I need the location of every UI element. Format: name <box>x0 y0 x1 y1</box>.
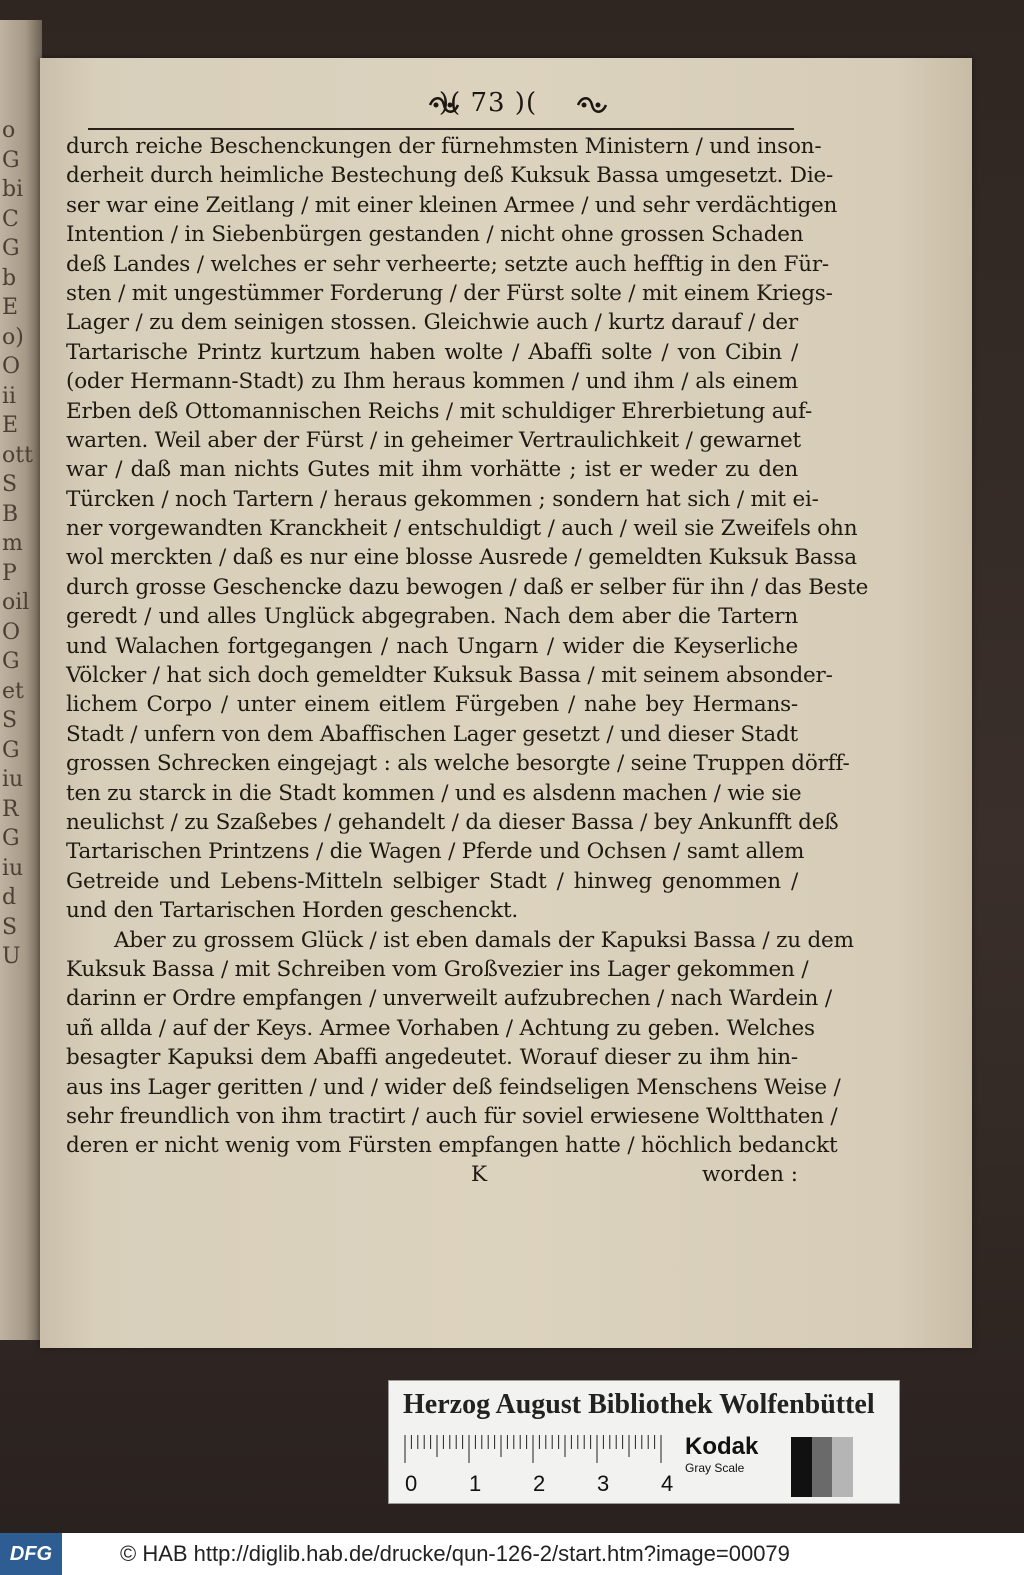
text-line: ten zu starck in die Stadt kommen / und es alsdenn machen / wie sie <box>66 780 802 806</box>
text-line: (oder Hermann-Stadt) zu Ihm heraus kommen / und ihm / als einem <box>66 369 798 395</box>
facing-page-fragment: S <box>2 914 18 940</box>
facing-page-fragment: ii <box>2 383 17 409</box>
facing-page-fragment: G <box>2 147 20 173</box>
kodak-brand: Kodak <box>685 1433 759 1460</box>
text-line: Türcken / noch Tartern / heraus gekommen ; sondern hat sich / mit ei- <box>66 486 819 512</box>
measurement-ruler <box>401 1429 674 1499</box>
ruler-label: 3 <box>597 1471 610 1496</box>
text-line: Völcker / hat sich doch gemeldter Kuksuk Bassa / mit seinem absonder- <box>66 663 833 689</box>
facing-page-fragment: E <box>2 295 19 320</box>
facing-page-fragment: O <box>2 619 21 645</box>
text-line: geredt / und alles Unglück abgegraben. Nach dem aber die Tartern <box>66 604 798 630</box>
facing-page-fragment: B <box>2 501 19 527</box>
ruler-label: 4 <box>661 1471 674 1496</box>
text-line: und Walachen fortgegangen / nach Ungarn / wider die Keyserliche <box>66 633 798 659</box>
catchword: worden : <box>701 1162 798 1187</box>
text-line: Tartarischen Printzens / die Wagen / Pferde und Ochsen / samt allem <box>66 839 805 865</box>
gray-swatch <box>791 1437 812 1497</box>
header-rule <box>88 128 794 130</box>
text-line: grossen Schrecken eingejagt : als welche besorgte / seine Truppen dörff- <box>66 751 850 777</box>
text-line: ner vorgewandten Kranckheit / entschuldigt / auch / weil sie Zweifels ohn <box>66 516 858 542</box>
text-line: aus ins Lager geritten / und / wider deß feindseligen Menschens Weise / <box>66 1074 841 1100</box>
text-line: Erben deß Ottomannischen Reichs / mit schuldiger Ehrerbietung auf- <box>66 398 813 424</box>
gray-swatch <box>812 1437 833 1497</box>
text-line: sehr freundlich von ihm tractirt / auch für soviel erwiesene Woltthaten / <box>66 1103 838 1129</box>
facing-page-fragment: U <box>2 944 21 969</box>
signature-mark: K <box>471 1162 488 1187</box>
kodak-label-block <box>685 1435 781 1475</box>
facing-page-fragment: G <box>2 236 20 261</box>
grayscale-label: Gray Scale <box>685 1461 745 1475</box>
page-footer <box>66 1162 798 1192</box>
text-line: durch reiche Beschenckungen der fürnehmsten Ministern / und inson- <box>66 134 822 159</box>
text-line: Stadt / unfern von dem Abaffischen Lager gesetzt / und dieser Stadt <box>66 721 798 747</box>
text-line: wol merckten / daß es nur eine blosse Ausrede / gemeldten Kuksuk Bassa <box>66 545 857 571</box>
facing-page-fragment: d <box>2 885 17 910</box>
text-line: ser war eine Zeitlang / mit einer kleinen Armee / und sehr verdächtigen <box>66 192 838 218</box>
facing-page-fragment: o <box>2 118 16 143</box>
facing-page-fragment: oil <box>2 590 30 615</box>
facing-page-fragment: o) <box>2 324 24 350</box>
text-line: lichem Corpo / unter einem eitlem Fürgeben / nahe bey Hermans- <box>66 692 798 718</box>
text-line: Tartarische Printz kurtzum haben wolte / Abaffi solte / von Cibin / <box>66 339 798 365</box>
facing-page-fragment: bi <box>2 177 24 202</box>
facing-page-fragment: m <box>2 531 23 556</box>
facing-page-fragment: iu <box>2 767 24 792</box>
text-line: deren er nicht wenig vom Fürsten empfangen hatte / höchlich bedanckt <box>66 1133 838 1159</box>
facing-page-fragment: S <box>2 472 18 497</box>
facing-page-fragment: P <box>2 560 17 586</box>
text-line: Intention / in Siebenbürgen gestanden / nicht ohne grossen Schaden <box>66 222 804 248</box>
facing-page-fragment: R <box>2 796 19 822</box>
text-line: durch grosse Geschencke dazu bewogen / daß er selber für ihn / das Beste <box>66 574 869 600</box>
ruler-label: 0 <box>405 1471 418 1496</box>
text-line: warten. Weil aber der Fürst / in geheimer Vertraulichkeit / gewarnet <box>66 427 801 453</box>
facing-page-edge <box>0 20 42 1340</box>
text-line: Kuksuk Bassa / mit Schreiben vom Großvezier ins Lager gekommen / <box>66 956 809 982</box>
facing-page-fragment: G <box>2 737 20 763</box>
bottom-credit-bar <box>0 1533 1024 1575</box>
page-number: )( 73 )( <box>438 88 538 118</box>
scan-reference-card <box>388 1380 900 1504</box>
page-header <box>88 88 792 132</box>
facing-page-fragment: b <box>2 265 17 291</box>
facing-page-fragment: et <box>2 678 24 704</box>
facing-page-fragment: S <box>2 708 18 733</box>
text-line: sten / mit ungestümmer Forderung / der Fürst solte / mit einem Kriegs- <box>66 280 833 306</box>
library-title: Herzog August Bibliothek Wolfenbüttel <box>403 1389 875 1420</box>
facing-page-fragment: ott <box>2 442 33 468</box>
text-line: und den Tartarischen Horden geschenckt. <box>66 898 519 924</box>
text-line: uñ allda / auf der Keys. Armee Vorhaben / Achtung zu geben. Welches <box>66 1015 815 1041</box>
ornament-right-icon <box>576 94 608 116</box>
text-line: Aber zu grossem Glück / ist eben damals der Kapuksi Bassa / zu dem <box>114 927 854 953</box>
dfg-logo: DFG <box>0 1533 62 1575</box>
text-line: Lager / zu dem seinigen stossen. Gleichwie auch / kurtz darauf / der <box>66 310 798 336</box>
ruler-label: 1 <box>469 1471 482 1496</box>
facing-page-fragment: E <box>2 413 19 438</box>
gray-swatch <box>832 1437 853 1497</box>
facing-page-fragment: iu <box>2 855 24 881</box>
text-line: derheit durch heimliche Bestechung deß Kuksuk Bassa umgesetzt. Die- <box>66 163 834 189</box>
text-line: neulichst / zu Szaßebes / gehandelt / da dieser Bassa / bey Ankunfft deß <box>66 809 839 835</box>
text-line: besagter Kapuksi dem Abaffi angedeutet. Worauf dieser zu ihm hin- <box>66 1045 798 1071</box>
gray-scale-swatches <box>791 1437 853 1497</box>
facing-page-fragment: C <box>2 206 19 232</box>
copyright-credit: © HAB http://diglib.hab.de/drucke/qun-126-2/start.htm?image=00079 <box>120 1541 790 1566</box>
text-line: deß Landes / welches er sehr verheerte; setzte auch hefftig in den Für- <box>66 251 829 277</box>
text-line: Getreide und Lebens-Mitteln selbiger Stadt / hinweg genommen / <box>66 868 798 894</box>
ruler-label: 2 <box>533 1471 546 1496</box>
facing-page-fragment: G <box>2 826 20 851</box>
facing-page-fragment: O <box>2 354 21 379</box>
body-text <box>66 132 869 1161</box>
text-line: war / daß man nichts Gutes mit ihm vorhätte ; ist er weder zu den <box>66 457 798 483</box>
facing-page-fragment: G <box>2 649 20 674</box>
text-line: darinn er Ordre empfangen / unverweilt aufzubrechen / nach Wardein / <box>66 986 832 1012</box>
